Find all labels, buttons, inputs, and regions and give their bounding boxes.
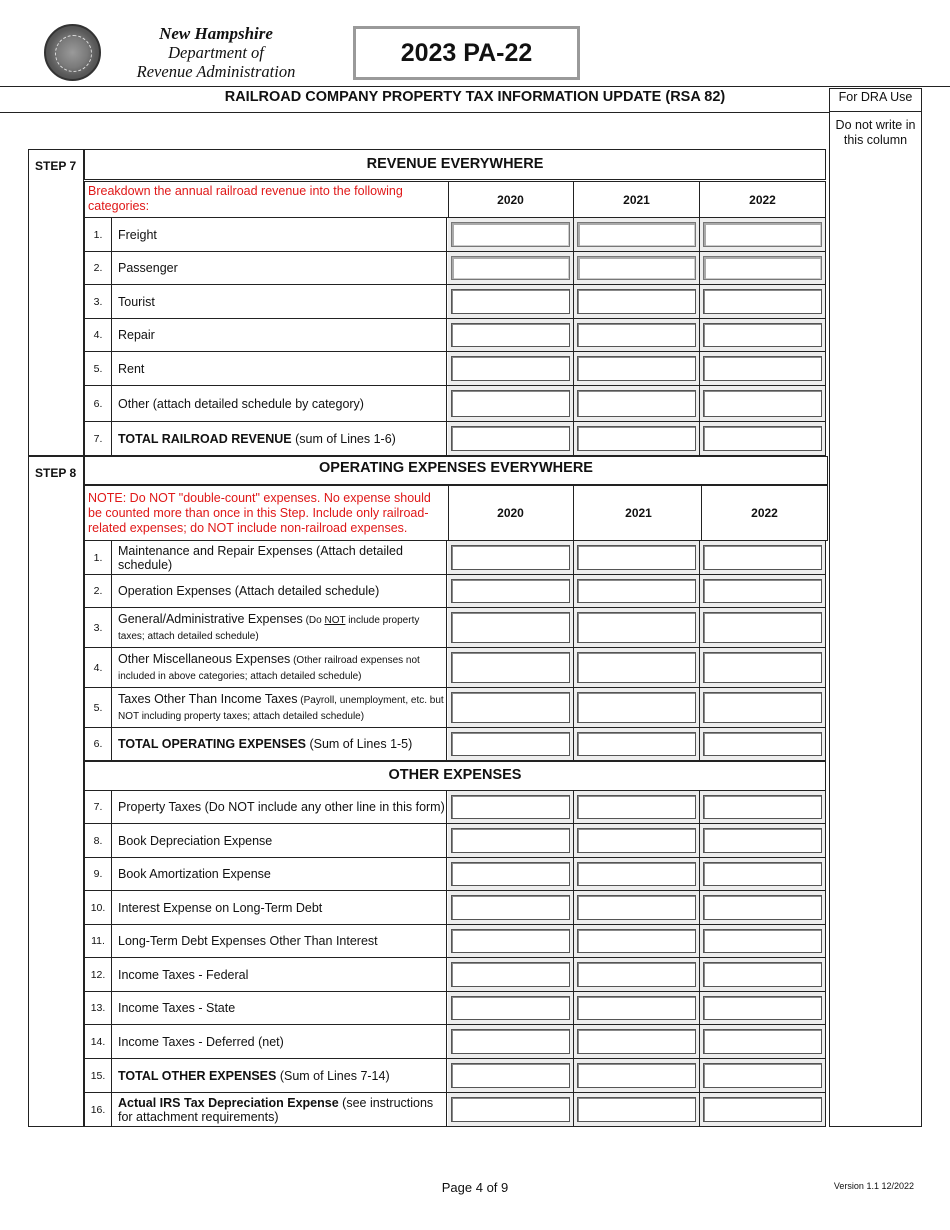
line-label (112, 1093, 447, 1126)
amount-cell (448, 728, 574, 760)
revenue-year-2020: 2020 (448, 182, 574, 217)
amount-cell (448, 648, 574, 687)
amount-input-2022[interactable] (703, 612, 822, 643)
line-label (112, 386, 447, 421)
amount-input-2022[interactable] (703, 1063, 822, 1088)
line-number: 4. (84, 648, 112, 687)
operating-header-row (84, 485, 828, 541)
amount-input-2021[interactable] (577, 579, 696, 603)
amount-input-2020[interactable] (451, 732, 570, 756)
amount-input-2020[interactable] (451, 222, 570, 247)
line-label-main: Freight (118, 227, 157, 242)
other-expense-row-10 (84, 1093, 826, 1127)
amount-input-2020[interactable] (451, 1097, 570, 1122)
amount-cell (574, 958, 700, 991)
amount-cell (700, 319, 826, 351)
revenue-section-title: REVENUE EVERYWHERE (84, 149, 826, 180)
amount-cell (448, 824, 574, 857)
line-label-main: (see instructions for attachment requirements) (118, 1095, 434, 1124)
line-label-text (118, 362, 144, 376)
amount-cell (700, 1093, 826, 1126)
amount-input-2021[interactable] (577, 652, 696, 683)
line-label-text (118, 328, 155, 342)
line-number: 6. (84, 728, 112, 760)
line-number: 1. (84, 218, 112, 251)
line-label-text (118, 968, 248, 982)
state-name: New Hampshire (159, 24, 273, 43)
line-label-sub: include property taxes; attach detailed schedule) (118, 614, 420, 642)
amount-cell (574, 541, 700, 574)
line-label-main: Income Taxes - State (118, 1001, 236, 1015)
step8-label: STEP 8 (28, 456, 84, 1127)
amount-input-2020[interactable] (451, 323, 570, 347)
operating-note: NOTE: Do NOT "double-count" expenses. No expense should be counted more than once in this Step. Include only railroad-related expenses; do NOT include non-railroad expenses. (85, 486, 449, 540)
revenue-year-2022: 2022 (700, 182, 826, 217)
amount-cell (700, 925, 826, 957)
amount-cell (574, 1059, 700, 1092)
amount-input-2021[interactable] (577, 732, 696, 756)
form-id: 2023 PA-22 (400, 38, 533, 67)
line-number: 3. (84, 608, 112, 647)
amount-cell (700, 575, 826, 607)
amount-input-2022[interactable] (703, 828, 822, 853)
amount-input-2022[interactable] (703, 579, 822, 603)
amount-input-2020[interactable] (451, 579, 570, 603)
header-divider (0, 86, 950, 87)
line-label-main: Tourist (118, 294, 155, 309)
amount-cell (574, 422, 700, 455)
amount-cell (448, 285, 574, 318)
amount-input-2020[interactable] (451, 256, 570, 280)
line-label (112, 541, 447, 574)
dept-line2: Revenue Administration (136, 62, 296, 81)
line-number: 4. (84, 319, 112, 351)
line-number: 7. (84, 791, 112, 823)
amount-input-2020[interactable] (451, 962, 570, 987)
amount-cell (574, 925, 700, 957)
line-label (112, 791, 447, 823)
amount-input-2020[interactable] (451, 356, 570, 381)
line-label-text (118, 1069, 390, 1083)
amount-cell (574, 648, 700, 687)
line-label-main: Other Miscellaneous Expenses (118, 651, 291, 666)
line-label-sub: (Do (302, 614, 325, 626)
amount-cell (574, 728, 700, 760)
revenue-row-7 (84, 422, 826, 456)
amount-cell (700, 688, 826, 727)
other-expense-row-2 (84, 824, 826, 858)
amount-input-2021[interactable] (577, 828, 696, 853)
amount-cell (448, 608, 574, 647)
amount-input-2021[interactable] (577, 895, 696, 920)
operating-year-2021: 2021 (576, 486, 702, 540)
amount-input-2022[interactable] (703, 1029, 822, 1054)
revenue-header-row (84, 181, 826, 218)
line-label-main: Book Depreciation Expense (118, 833, 273, 848)
line-label-text (118, 544, 446, 572)
line-label (112, 858, 447, 890)
operating-row-6 (84, 728, 826, 761)
line-label-text (118, 834, 272, 848)
amount-cell (574, 386, 700, 421)
line-number: 9. (84, 858, 112, 890)
operating-row-3 (84, 608, 826, 648)
line-label-main: Other (attach detailed schedule by category) (118, 396, 364, 411)
line-label-bold: Actual IRS Tax Depreciation Expense (118, 1095, 339, 1110)
line-label-text (118, 692, 446, 724)
line-label-bold: TOTAL OPERATING EXPENSES (118, 737, 306, 751)
amount-cell (700, 824, 826, 857)
line-label (112, 1059, 447, 1092)
amount-input-2022[interactable] (703, 795, 822, 819)
line-label (112, 285, 447, 318)
line-label (112, 992, 447, 1024)
form-title: RAILROAD COMPANY PROPERTY TAX INFORMATION UPDATE (RSA 82) (224, 89, 726, 105)
line-label-main: (Sum of Lines 1-5) (306, 737, 413, 751)
operating-row-1 (84, 541, 826, 575)
amount-cell (700, 791, 826, 823)
amount-cell (700, 608, 826, 647)
amount-input-2022[interactable] (703, 996, 822, 1020)
line-label-text (118, 867, 271, 881)
line-number: 14. (84, 1025, 112, 1058)
amount-input-2022[interactable] (703, 323, 822, 347)
other-expense-row-5 (84, 925, 826, 958)
amount-input-2022[interactable] (703, 390, 822, 417)
line-number: 8. (84, 824, 112, 857)
title-divider (0, 112, 829, 113)
amount-input-2022[interactable] (703, 426, 822, 451)
amount-input-2022[interactable] (703, 929, 822, 953)
line-label (112, 218, 447, 251)
amount-cell (700, 252, 826, 284)
amount-cell (574, 824, 700, 857)
amount-cell (448, 252, 574, 284)
amount-input-2022[interactable] (703, 256, 822, 280)
line-label-main: Property Taxes (Do NOT include any other line in this form) (118, 800, 445, 814)
line-label-main: Taxes Other Than Income Taxes (118, 691, 298, 706)
amount-input-2022[interactable] (703, 652, 822, 683)
line-number: 2. (84, 575, 112, 607)
operating-row-2 (84, 575, 826, 608)
amount-cell (574, 791, 700, 823)
amount-cell (574, 319, 700, 351)
amount-cell (448, 1093, 574, 1126)
revenue-row-1 (84, 218, 826, 252)
amount-input-2022[interactable] (703, 222, 822, 247)
line-number: 1. (84, 541, 112, 574)
line-label (112, 352, 447, 385)
line-label-bold: TOTAL OTHER EXPENSES (118, 1068, 277, 1083)
amount-input-2021[interactable] (577, 692, 696, 723)
amount-cell (448, 319, 574, 351)
amount-cell (448, 791, 574, 823)
amount-input-2021[interactable] (577, 962, 696, 987)
amount-input-2022[interactable] (703, 895, 822, 920)
line-label-text (118, 295, 155, 309)
line-label-bold: TOTAL RAILROAD REVENUE (118, 431, 292, 446)
line-number: 5. (84, 352, 112, 385)
line-label (112, 648, 447, 687)
other-expense-row-8 (84, 1025, 826, 1059)
line-number: 10. (84, 891, 112, 924)
amount-cell (574, 252, 700, 284)
amount-cell (448, 352, 574, 385)
amount-cell (700, 858, 826, 890)
line-label-main: Interest Expense on Long-Term Debt (118, 900, 323, 915)
line-label-main: (Sum of Lines 7-14) (276, 1068, 390, 1083)
amount-cell (700, 422, 826, 455)
amount-input-2020[interactable] (451, 828, 570, 853)
amount-cell (448, 891, 574, 924)
amount-cell (574, 891, 700, 924)
amount-cell (448, 386, 574, 421)
other-expense-row-1 (84, 791, 826, 824)
amount-cell (448, 925, 574, 957)
line-label-main: General/Administrative Expenses (118, 611, 303, 626)
form-version: Version 1.1 12/2022 (833, 1181, 914, 1191)
line-label (112, 319, 447, 351)
amount-cell (448, 1025, 574, 1058)
amount-input-2021[interactable] (577, 222, 696, 247)
line-number: 16. (84, 1093, 112, 1126)
amount-cell (448, 992, 574, 1024)
amount-input-2022[interactable] (703, 289, 822, 314)
line-label-main: Rent (118, 361, 145, 376)
line-label-main: Income Taxes - Deferred (net) (118, 1034, 284, 1049)
revenue-row-4 (84, 319, 826, 352)
line-number: 2. (84, 252, 112, 284)
other-expense-row-9 (84, 1059, 826, 1093)
line-label-main: Operation Expenses (Attach detailed schedule) (118, 584, 380, 598)
amount-cell (700, 992, 826, 1024)
dra-use-column (829, 88, 922, 1127)
amount-input-2021[interactable] (577, 390, 696, 417)
amount-cell (574, 1093, 700, 1126)
amount-cell (574, 992, 700, 1024)
department-name (120, 24, 312, 81)
line-label (112, 608, 447, 647)
amount-cell (448, 422, 574, 455)
amount-cell (574, 858, 700, 890)
other-expense-row-7 (84, 992, 826, 1025)
amount-input-2020[interactable] (451, 652, 570, 683)
amount-cell (574, 608, 700, 647)
other-expense-row-3 (84, 858, 826, 891)
revenue-row-5 (84, 352, 826, 386)
amount-cell (574, 352, 700, 385)
line-label-main: (sum of Lines 1-6) (291, 431, 396, 446)
line-label (112, 1025, 447, 1058)
line-label-text (118, 1001, 235, 1015)
amount-cell (700, 891, 826, 924)
line-label-main: Maintenance and Repair Expenses (Attach detailed schedule) (118, 543, 403, 572)
line-label (112, 824, 447, 857)
step7-label: STEP 7 (28, 149, 84, 456)
amount-input-2021[interactable] (577, 323, 696, 347)
amount-cell (700, 1025, 826, 1058)
amount-input-2021[interactable] (577, 1063, 696, 1088)
line-label-text (118, 432, 396, 446)
line-label-text (118, 228, 157, 242)
amount-input-2020[interactable] (451, 996, 570, 1020)
amount-cell (700, 218, 826, 251)
amount-input-2021[interactable] (577, 929, 696, 953)
amount-input-2020[interactable] (451, 692, 570, 723)
line-number: 5. (84, 688, 112, 727)
line-label (112, 958, 447, 991)
nh-state-seal-icon (44, 24, 101, 81)
amount-cell (574, 575, 700, 607)
operating-row-5 (84, 688, 826, 728)
amount-input-2022[interactable] (703, 1097, 822, 1122)
amount-input-2020[interactable] (451, 1029, 570, 1054)
line-label-text (118, 737, 412, 751)
amount-cell (448, 858, 574, 890)
amount-cell (448, 218, 574, 251)
line-label-text (118, 612, 446, 644)
page-number: Page 4 of 9 (441, 1180, 509, 1195)
amount-cell (700, 1059, 826, 1092)
amount-cell (700, 648, 826, 687)
amount-cell (574, 688, 700, 727)
line-label (112, 891, 447, 924)
revenue-row-2 (84, 252, 826, 285)
line-number: 6. (84, 386, 112, 421)
line-label-main: Repair (118, 328, 155, 342)
amount-input-2021[interactable] (577, 545, 696, 570)
amount-input-2020[interactable] (451, 1063, 570, 1088)
amount-input-2020[interactable] (451, 795, 570, 819)
amount-input-2021[interactable] (577, 289, 696, 314)
line-label-text (118, 934, 378, 948)
amount-input-2020[interactable] (451, 862, 570, 886)
amount-cell (448, 1059, 574, 1092)
amount-cell (448, 575, 574, 607)
line-label (112, 422, 447, 455)
amount-cell (574, 1025, 700, 1058)
amount-input-2022[interactable] (703, 962, 822, 987)
amount-cell (574, 218, 700, 251)
amount-input-2020[interactable] (451, 612, 570, 643)
amount-input-2022[interactable] (703, 692, 822, 723)
revenue-row-6 (84, 386, 826, 422)
amount-cell (448, 688, 574, 727)
line-number: 3. (84, 285, 112, 318)
amount-input-2020[interactable] (451, 895, 570, 920)
amount-cell (448, 541, 574, 574)
amount-cell (700, 352, 826, 385)
amount-input-2020[interactable] (451, 390, 570, 417)
amount-cell (700, 285, 826, 318)
line-label-main: Income Taxes - Federal (118, 967, 249, 982)
line-label (112, 925, 447, 957)
line-label (112, 688, 447, 727)
amount-input-2021[interactable] (577, 795, 696, 819)
amount-input-2021[interactable] (577, 426, 696, 451)
amount-input-2022[interactable] (703, 862, 822, 886)
line-label-sub: (Payroll, unemployment, etc. but NOT including property taxes; attach detailed schedule) (118, 694, 444, 722)
line-label-text (118, 261, 178, 275)
line-label (112, 575, 447, 607)
amount-input-2021[interactable] (577, 1097, 696, 1122)
amount-input-2021[interactable] (577, 996, 696, 1020)
other-expenses-title: OTHER EXPENSES (84, 761, 826, 791)
line-number: 11. (84, 925, 112, 957)
amount-input-2021[interactable] (577, 256, 696, 280)
operating-row-4 (84, 648, 826, 688)
operating-year-2022: 2022 (702, 486, 828, 540)
line-label-text (118, 652, 446, 684)
line-number: 7. (84, 422, 112, 455)
amount-cell (700, 958, 826, 991)
amount-cell (448, 958, 574, 991)
revenue-year-2021: 2021 (574, 182, 700, 217)
form-id-box (353, 26, 580, 80)
line-number: 12. (84, 958, 112, 991)
amount-input-2021[interactable] (577, 1029, 696, 1054)
amount-input-2021[interactable] (577, 612, 696, 643)
other-expense-row-6 (84, 958, 826, 992)
line-label-main: Passenger (118, 261, 178, 275)
revenue-note: Breakdown the annual railroad revenue into the following categories: (85, 182, 449, 217)
other-expense-row-4 (84, 891, 826, 925)
line-number: 15. (84, 1059, 112, 1092)
amount-cell (700, 541, 826, 574)
dra-use-heading: For DRA Use (829, 88, 922, 112)
line-label-text (118, 901, 322, 915)
line-label-main: Book Amortization Expense (118, 867, 271, 881)
line-label (112, 252, 447, 284)
line-label-text (118, 397, 364, 411)
line-label-sub: (Other railroad expenses not included in above categories; attach detailed schedule) (118, 654, 420, 682)
line-label-text (118, 584, 379, 598)
amount-input-2020[interactable] (451, 929, 570, 953)
line-number: 13. (84, 992, 112, 1024)
amount-input-2022[interactable] (703, 545, 822, 570)
operating-year-2020: 2020 (448, 486, 574, 540)
amount-cell (574, 285, 700, 318)
amount-input-2022[interactable] (703, 356, 822, 381)
line-label-main: Long-Term Debt Expenses Other Than Interest (118, 934, 378, 948)
amount-cell (700, 386, 826, 421)
amount-input-2021[interactable] (577, 356, 696, 381)
amount-cell (700, 728, 826, 760)
line-label-text (118, 800, 445, 814)
dra-use-note: Do not write in this column (835, 118, 916, 147)
amount-input-2020[interactable] (451, 289, 570, 314)
line-label-text (118, 1096, 446, 1124)
line-label-text (118, 1035, 284, 1049)
revenue-row-3 (84, 285, 826, 319)
operating-section-title: OPERATING EXPENSES EVERYWHERE (84, 456, 828, 485)
line-label-sub: NOT (324, 614, 346, 626)
line-label (112, 728, 447, 760)
amount-input-2022[interactable] (703, 732, 822, 756)
amount-input-2021[interactable] (577, 862, 696, 886)
amount-input-2020[interactable] (451, 426, 570, 451)
dept-line1: Department of (168, 43, 264, 62)
amount-input-2020[interactable] (451, 545, 570, 570)
